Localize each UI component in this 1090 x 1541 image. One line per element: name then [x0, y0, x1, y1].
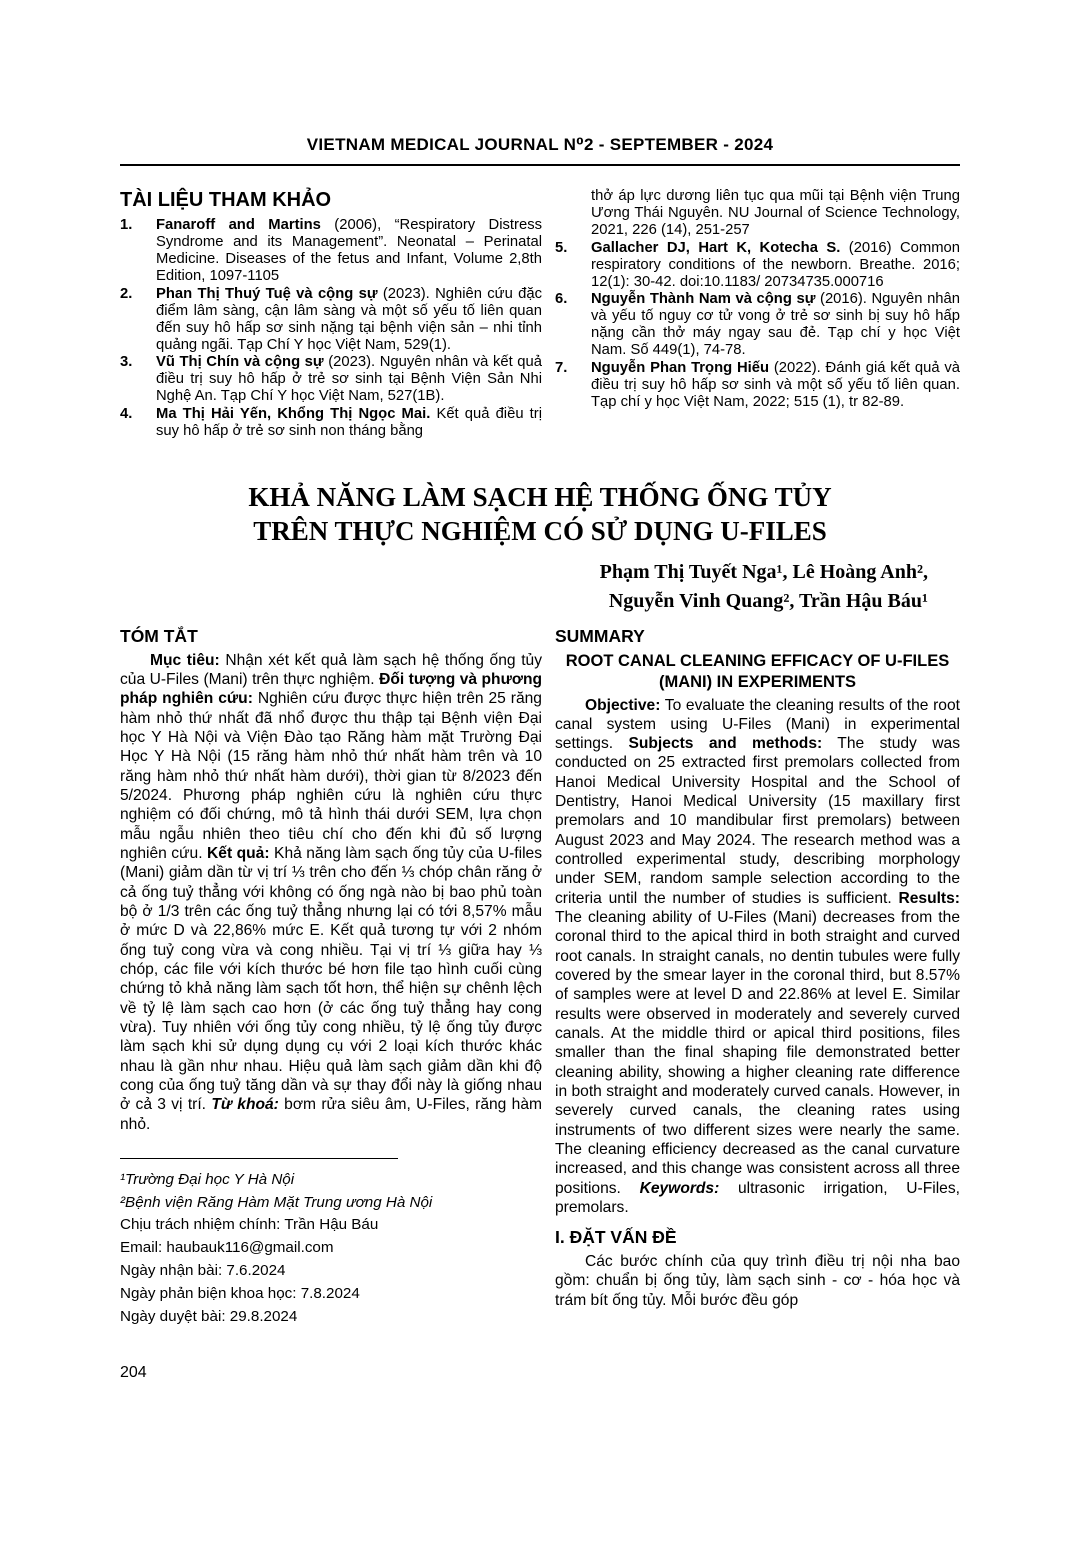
- reference-number: 6.: [555, 291, 568, 308]
- reference-text: (2022). Đánh giá kết quả và điều trị suy hô hấp sơ sinh và một số yếu tố liên quan. Tạp chí y học Việt Nam, 2022; 515 (1), tr 82-89.: [591, 359, 960, 410]
- date-received: Ngày nhận bài: 7.6.2024: [120, 1262, 286, 1280]
- introduction-heading: I. ĐẶT VẤN ĐỀ: [555, 1227, 677, 1248]
- article-title: [120, 480, 960, 548]
- abstract-vi-keywords-text: bơm rửa siêu âm, U-Files, răng hàm nhỏ.: [120, 1096, 542, 1133]
- abstract-vi-keywords-label: Từ khoá:: [211, 1096, 279, 1114]
- reference-body: [156, 217, 542, 286]
- reference-text: (2016). Nguyên nhân và yếu tố nguy cơ tử vong ở trẻ sơ sinh bị suy hô hấp nặng cần thở máy ngay sau đẻ. Tạp chí y học Việt Nam. Số 449(1), 74-78.: [591, 291, 960, 359]
- introduction-paragraph: Các bước chính của quy trình điều trị nội nha bao gồm: chuẩn bị ống tủy, làm sạch sinh - cơ - hóa học và trám bít ống tủy. Mỗi bước đều góp: [555, 1253, 960, 1309]
- reference-authors: Gallacher DJ, Hart K, Kotecha S.: [591, 239, 841, 256]
- reference-item-4-continuation: thở áp lực dương liên tục qua mũi tại Bệnh viện Trung Ương Thái Nguyên. NU Journal of Science Technology, 2021, 226 (14), 251-257: [591, 188, 960, 239]
- summary-methods-text: The study was conducted on 25 extracted first premolars collected from Hanoi Medical University Hospital and the School of Dentistry, Hanoi Medical University (15 maxillary first premolars and 10 mandibular first premolars) between August 2023 and May 2024. The research method was a controlled experimental study, describing morphology under SEM, random sample selection according to the criteria until the number of studies is sufficient.: [555, 735, 960, 907]
- abstract-vi-methods-label: Đối tượng và phương pháp nghiên cứu:: [120, 670, 543, 708]
- reference-authors: Nguyễn Thành Nam và cộng sự: [591, 291, 816, 308]
- reference-number: 1.: [120, 216, 133, 233]
- summary-results-text: The cleaning ability of U-Files (Mani) decreases from the coronal third to the apical third in both straight and curved root canals. In straight canals, no dentin tubules were fully covered by the smear layer in the coronal third, but 8.57% of samples were at level D and 22.86% at level E. Similar results were observed in moderately and severely curved canals. At the middle third or apical third positions, files smaller than the final shaping file demonstrated better cleaning ability, showing a higher cleaning rate difference in both straight and moderately curved canals. However, in severely curved canals, the cleaning rates using instruments of two different sizes were nearly the same. The cleaning efficiency decreased as the canal curvature increased, and this change was consistent across all three positions.: [555, 909, 960, 1197]
- summary-keywords-label: Keywords:: [639, 1179, 720, 1197]
- date-accepted: Ngày duyệt bài: 29.8.2024: [120, 1307, 298, 1325]
- reference-number: 4.: [120, 405, 133, 422]
- reference-body: [591, 360, 960, 411]
- reference-number: 3.: [120, 354, 133, 371]
- abstract-vi-methods-text: Nghiên cứu được thực hiện trên 25 răng hàm nhỏ thứ nhất đã nhổ được thu thập tại Bệnh viện Đại học Y Hà Nội và Viện Đào tạo Răng hàm mặt Trường Đại Học Y Hà Nội (15 răng hàm nhỏ thứ nhất hàm trên và 10 răng hàm nhỏ thứ nhất hàm dưới), thời gian từ 8/2023 đến 5/2024. Phương pháp nghiên cứu là nghiên cứu thực nghiệm có đối chứng, mô tả hình thái dưới SEM, lựa chọn mẫu ngẫu nhiên theo tiêu chí cho đến khi đủ số lượng nghiên cứu.: [120, 690, 542, 862]
- abstract-vi-results-label: Kết quả:: [207, 844, 270, 862]
- reference-text: (2016) Common respiratory conditions of the newborn. Breathe. 2016; 12(1): 30-42. doi:10.1183/ 20734735.000716: [591, 239, 960, 290]
- page-number: 204: [120, 1364, 147, 1381]
- reference-text: (2006), “Respiratory Distress Syndrome and its Management”. Neonatal – Perinatal Medicine. Diseases of the fetus and Infant, Volume 2,8th Edition, 1097-1105: [156, 216, 542, 285]
- references-list-left: [120, 217, 542, 440]
- reference-text: Kết quả điều trị suy hô hấp ở trẻ sơ sinh non tháng bằng: [156, 405, 542, 439]
- reference-item-4: [120, 406, 542, 440]
- abstract-vi-objective-label: Mục tiêu:: [150, 651, 220, 669]
- reference-body: [591, 291, 960, 360]
- summary-keywords-text: ultrasonic irrigation, U-Files, premolars.: [555, 1179, 960, 1217]
- abstract-vi-heading: TÓM TẮT: [120, 625, 198, 646]
- article-title-line1: KHẢ NĂNG LÀM SẠCH HỆ THỐNG ỐNG TỦY: [248, 481, 832, 512]
- reference-text: (2023). Nguyên nhân và kết quả điều trị suy hô hấp ở trẻ sơ sinh tại Bệnh Viện Sản Nhi Nghệ An. Tạp Chí Y học Việt Nam, 527(1B).: [156, 354, 542, 405]
- journal-title: VIETNAM MEDICAL JOURNAL N⁰2 - SEPTEMBER - 2024: [306, 135, 774, 154]
- journal-header: [120, 134, 960, 166]
- reference-authors: Ma Thị Hải Yến, Khổng Thị Ngọc Mai.: [156, 405, 431, 422]
- abstract-vi-results-text: Khả năng làm sạch ống tủy của U-files (Mani) giảm dần từ vị trí ⅓ trên cho đến ⅓ chóp chân răng ở cả ống tuỷ thẳng với không có ống ngà nào bị bao phủ toàn bộ ở 1/3 trên các ống tuỷ thẳng nhưng lại có tới 8,57% mẫu ở mức D và 22,86% mức E. Kết quả tương tự với 2 nhóm ống tuỷ cong vừa và cong nhiều. Tại vị trí ⅓ giữa hay ⅓ chóp, các file với kích thước bé hơn file tạo hình cuối cùng chứng tỏ khả năng làm sạch tốt hơn, thể hiện sự chênh lệch về tỷ lệ làm sạch cao hơn (ở các ống tuỷ thẳng hay cong vừa). Tuy nhiên với ống tủy cong nhiều, tỷ lệ ống tủy được làm sạch khi sử dụng dụng cụ với 2 loại kích thước khác nhau là gần như nhau. Hiệu quả làm sạch giảm dần khi độ cong của ống tuỷ tăng dần và sự thay đổi này là giống nhau ở cả 3 vị trí.: [120, 844, 543, 1114]
- summary-subtitle: ROOT CANAL CLEANING EFFICACY OF U-FILES (MANI) IN EXPERIMENTS: [565, 651, 950, 692]
- summary-objective-label: Objective:: [585, 696, 661, 714]
- references-left-column: [120, 188, 542, 440]
- article-authors-line2: Nguyễn Vinh Quang², Trần Hậu Báu¹: [608, 589, 928, 612]
- reference-item-1: [120, 217, 542, 286]
- footnote-block: [120, 1158, 542, 1329]
- summary-paragraph: [555, 696, 960, 1218]
- reference-item-6: [555, 291, 960, 360]
- reference-item-7: [555, 360, 960, 411]
- corresponding-author: Chịu trách nhiệm chính: Trần Hậu Báu: [120, 1216, 379, 1234]
- affiliation-1: ¹Trường Đại học Y Hà Nội: [120, 1170, 295, 1188]
- reference-number: 7.: [555, 359, 568, 376]
- reference-authors: Nguyễn Phan Trọng Hiếu: [591, 359, 770, 376]
- abstract-vi-paragraph: [120, 651, 542, 1134]
- references-right-column: [555, 188, 960, 440]
- article-authors: [120, 558, 960, 616]
- reference-authors: Vũ Thị Chín và cộng sự: [156, 354, 324, 371]
- reference-body: [156, 286, 542, 355]
- reference-number: 2.: [120, 285, 133, 302]
- corresponding-email: Email: haubauk116@gmail.com: [120, 1239, 334, 1257]
- reference-text: (2023). Nghiên cứu đặc điểm lâm sàng, cận lâm sàng và một số yếu tố liên quan đến suy hô hấp sơ sinh nặng tại bệnh viện sản – nhi tỉnh quảng ngãi. Tạp Chí Y học Việt Nam, 529(1).: [156, 285, 542, 353]
- reference-authors: Fanaroff and Martins: [156, 216, 321, 233]
- article-authors-line1: Phạm Thị Tuyết Nga¹, Lê Hoàng Anh²,: [599, 560, 928, 583]
- reference-item-3: [120, 354, 542, 405]
- reference-item-5: [555, 240, 960, 291]
- summary-methods-label: Subjects and methods:: [628, 735, 823, 753]
- reference-body: [156, 354, 542, 405]
- reference-body: [156, 406, 542, 440]
- summary-heading: SUMMARY: [555, 625, 645, 646]
- reference-authors: Phan Thị Thuý Tuệ và cộng sự: [156, 285, 378, 302]
- summary-objective-text: To evaluate the cleaning results of the root canal system using U-Files (Mani) in experimental settings.: [555, 696, 960, 753]
- references-list-right: [555, 240, 960, 412]
- references-section: [120, 188, 960, 440]
- date-reviewed: Ngày phản biện khoa học: 7.8.2024: [120, 1284, 360, 1302]
- reference-body: [591, 240, 960, 291]
- article-title-line2: TRÊN THỰC NGHIỆM CÓ SỬ DỤNG U-FILES: [253, 515, 827, 546]
- abstract-vi-objective-text: Nhận xét kết quả làm sạch hệ thống ống tủy của U-Files (Mani) trên thực nghiệm.: [120, 651, 542, 688]
- affiliation-2: ²Bệnh viện Răng Hàm Mặt Trung ương Hà Nội: [120, 1193, 433, 1211]
- summary-results-label: Results:: [898, 889, 960, 907]
- reference-number: 5.: [555, 239, 568, 256]
- abstract-section: [120, 626, 960, 1328]
- reference-item-2: [120, 286, 542, 355]
- footnote-rule: [120, 1158, 398, 1159]
- references-heading: TÀI LIỆU THAM KHẢO: [120, 189, 332, 212]
- abstract-vi-column: [120, 626, 542, 1328]
- summary-en-column: [555, 626, 960, 1328]
